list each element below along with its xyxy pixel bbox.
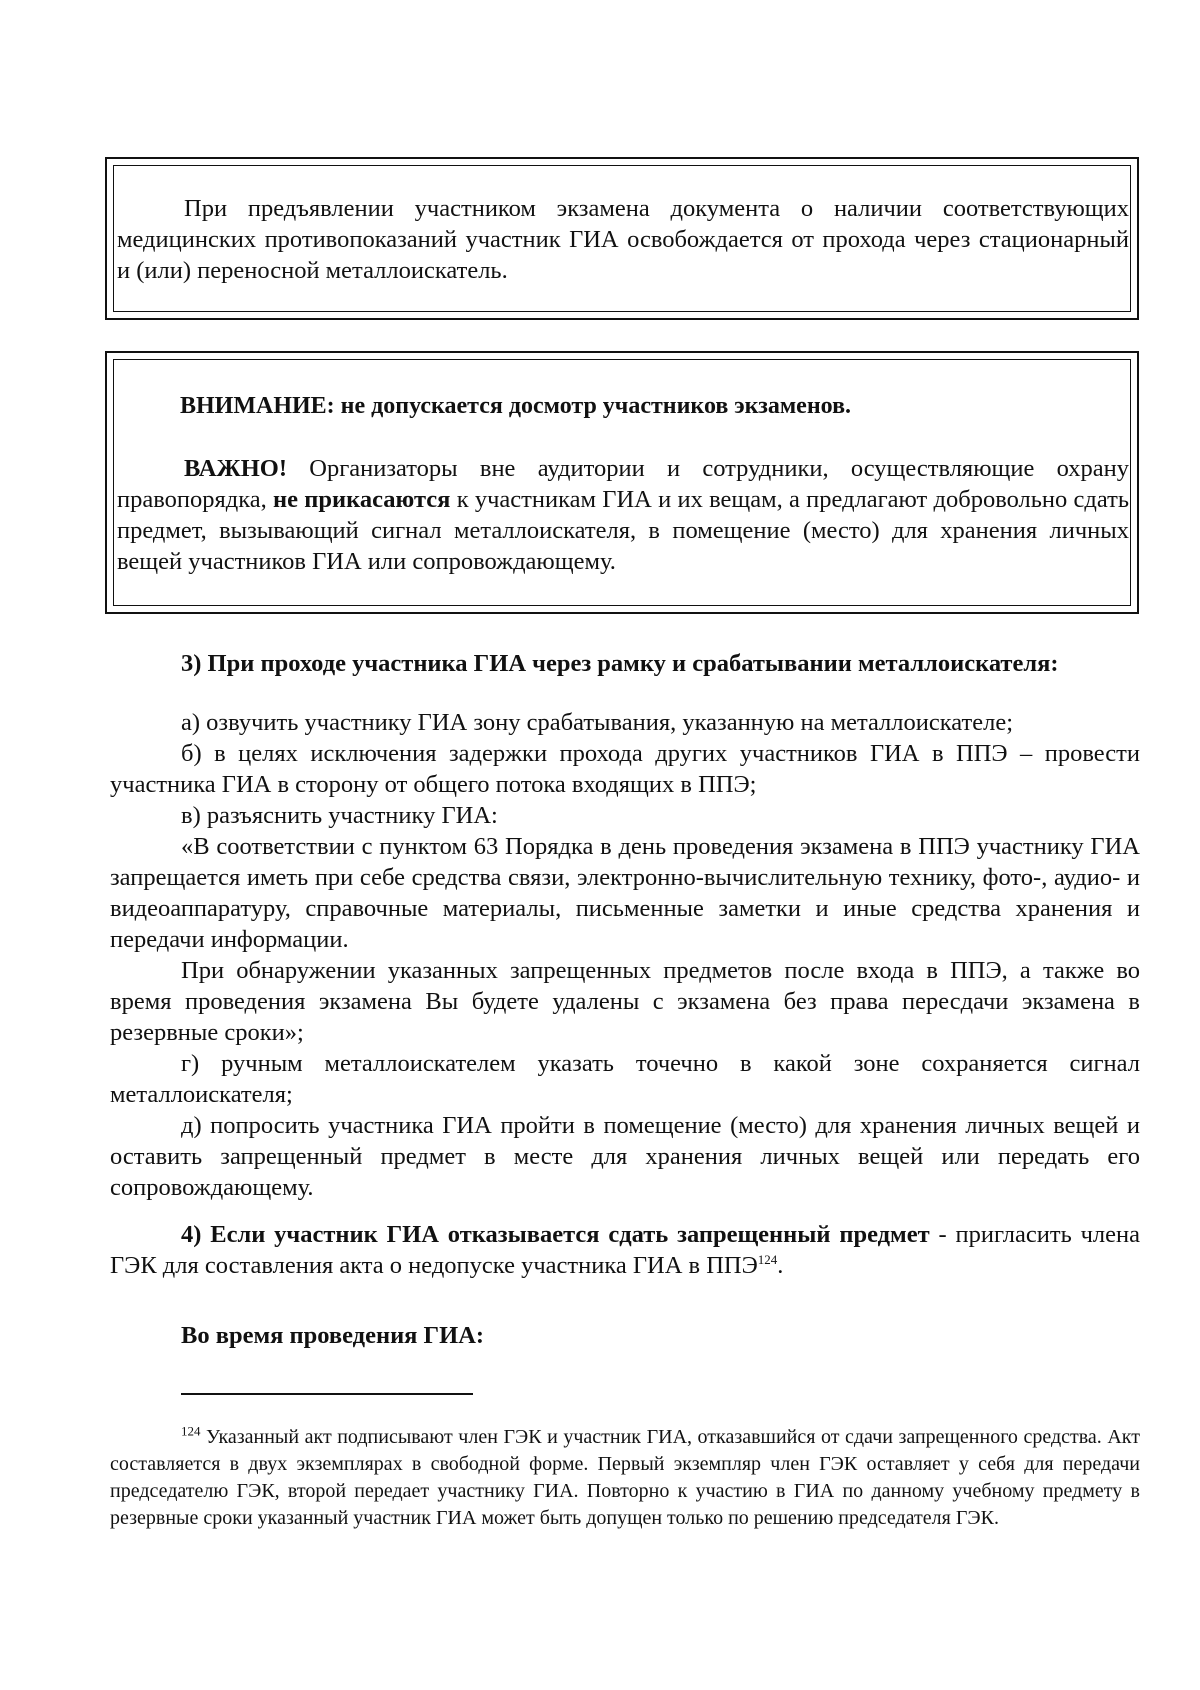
section-3-list — [110, 707, 1140, 1203]
list-item-d: д) попросить участника ГИА пройти в помещение (место) для хранения личных вещей и оставить запрещенный предмет в месте для хранения личных вещей или передать его сопровождающему. — [110, 1112, 1140, 1201]
notice-box-exemption — [105, 157, 1139, 320]
section-3-heading: 3) При проходе участника ГИА через рамку и срабатывании металлоискателя: — [181, 650, 1059, 677]
section-4-end: . — [777, 1252, 784, 1279]
during-exam-heading: Во время проведения ГИА: — [181, 1322, 485, 1349]
footnote-separator — [181, 1393, 473, 1395]
footnote-number: 124 — [181, 1423, 201, 1439]
list-item-b: б) в целях исключения задержки прохода других участников ГИА в ППЭ – провести участника ГИА в сторону от общего потока входящих в ППЭ; — [110, 740, 1140, 798]
list-item-g: г) ручным металлоискателем указать точечно в какой зоне сохраняется сигнал металлоискателя; — [110, 1050, 1140, 1108]
footnote-ref: 124 — [757, 1251, 778, 1267]
section-4-text: - пригласить члена ГЭК для составления акта о недопуске участника ГИА в ППЭ — [110, 1221, 1141, 1279]
notice-box-attention — [105, 351, 1139, 614]
important-text-2: к участникам ГИА и их вещам, а предлагают добровольно сдать предмет, вызывающий сигнал металлоискателя, в помещение (место) для хранения личных вещей участников ГИА или сопровождающему. — [117, 486, 1129, 575]
section-4-bold: 4) Если участник ГИА отказывается сдать запрещенный предмет — [181, 1221, 930, 1248]
section-4 — [110, 1219, 1140, 1281]
footnote-text: Указанный акт подписывают член ГЭК и участник ГИА, отказавшийся от сдачи запрещенного средства. Акт составляется в двух экземплярах в свободной форме. Первый экземпляр член ГЭК оставляет у себя для передачи председателю ГЭК, второй передает участнику ГИА. Повторно к участию в ГИА по данному учебному предмету в резервные сроки указанный участник ГИА может быть допущен только по решению председателя ГЭК. — [110, 1426, 1140, 1529]
list-item-v: в) разъяснить участнику ГИА: — [181, 802, 498, 829]
important-paragraph — [117, 453, 1129, 577]
exemption-text: При предъявлении участником экзамена документа о наличии соответствующих медицинских противопоказаний участник ГИА освобождается от прохода через стационарный и (или) переносной металлоискатель. — [117, 195, 1129, 284]
important-bold-text: не прикасаются — [273, 486, 451, 513]
important-label: ВАЖНО! — [184, 455, 287, 482]
section-4-paragraph — [110, 1219, 1140, 1281]
important-text-1: Организаторы вне аудитории и сотрудники, осуществляющие охрану правопорядка, — [117, 455, 1129, 513]
quote-paragraph-2: При обнаружении указанных запрещенных предметов после входа в ППЭ, а также во время проведения экзамена Вы будете удалены с экзамена без права пересдачи экзамена в резервные сроки»; — [110, 957, 1140, 1046]
quote-paragraph-1: «В соответствии с пунктом 63 Порядка в день проведения экзамена в ППЭ участнику ГИА запрещается иметь при себе средства связи, электронно-вычислительную технику, фото-, аудио- и видеоаппаратуру, справочные материалы, письменные заметки и иные средства хранения и передачи информации. — [110, 833, 1140, 953]
footnote — [110, 1424, 1140, 1532]
attention-text: ВНИМАНИЕ: не допускается досмотр участников экзаменов. — [180, 393, 852, 419]
list-item-a: а) озвучить участнику ГИА зону срабатывания, указанную на металлоискателе; — [181, 709, 1014, 736]
